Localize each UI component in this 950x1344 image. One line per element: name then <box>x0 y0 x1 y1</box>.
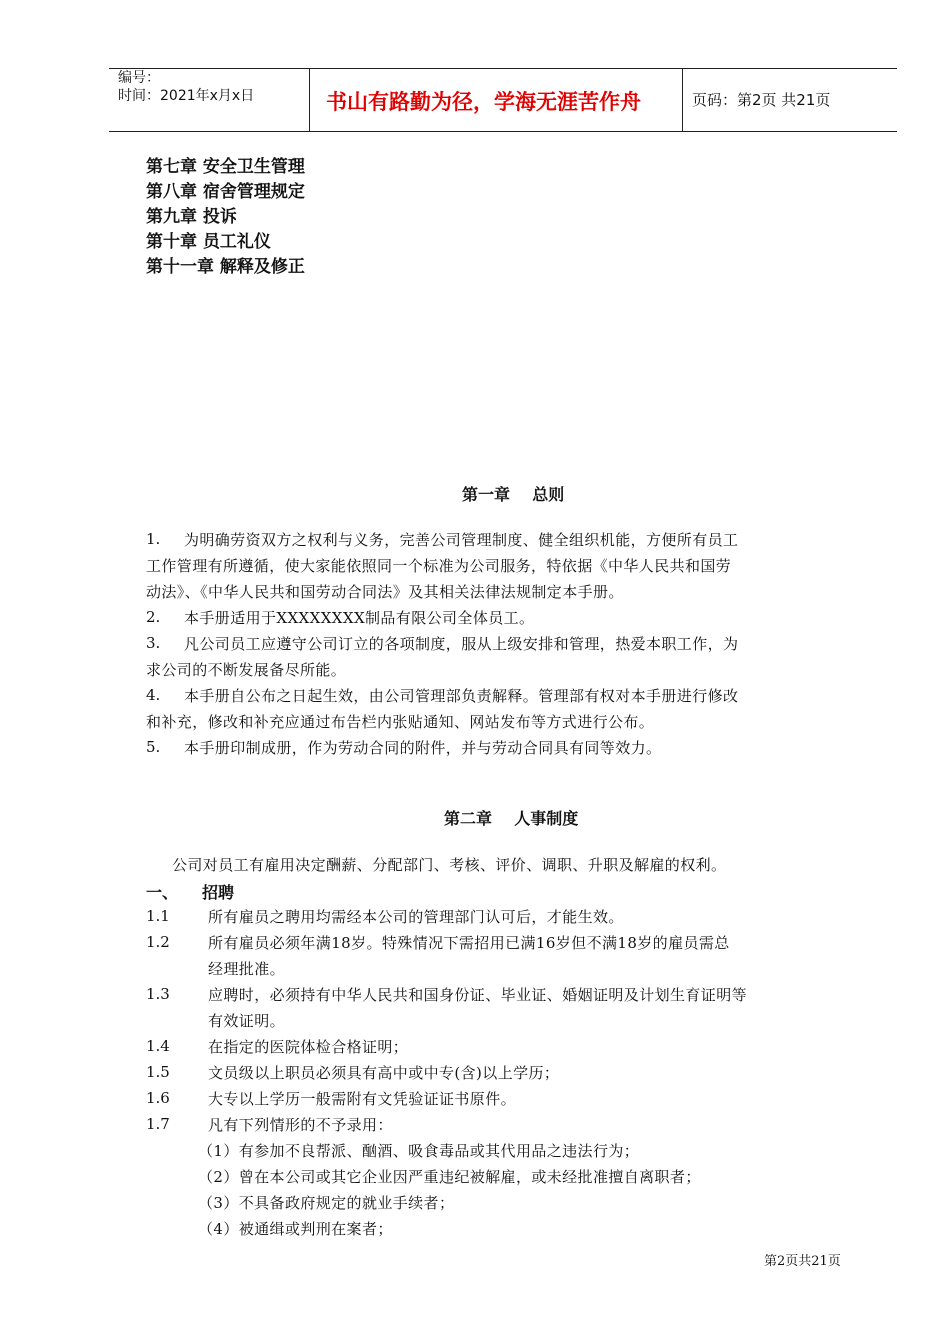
sub-item: （1）有参加不良帮派、酗酒、吸食毒品或其代用品之违法行为； <box>198 1142 640 1160</box>
toc-item[interactable]: 第九章 投诉 <box>146 207 237 227</box>
toc-item[interactable]: 第十章 员工礼仪 <box>146 232 271 252</box>
chapter-title: 第一章 总则 <box>462 485 565 504</box>
paragraph-line: 在指定的医院体检合格证明； <box>208 1038 409 1056</box>
item-number: 1.5 <box>146 1063 170 1081</box>
paragraph-line: 本手册自公布之日起生效，由公司管理部负责解释。管理部有权对本手册进行修改 <box>184 687 739 705</box>
item-number: 2. <box>146 608 161 626</box>
section-title: 招聘 <box>202 883 235 902</box>
page-footer: 第2页共21页 <box>764 1254 841 1269</box>
paragraph-line: 有效证明。 <box>208 1012 286 1030</box>
item-number: 4. <box>146 686 161 704</box>
chapter-title: 第二章 人事制度 <box>444 809 579 828</box>
sub-item: （4）被通缉或判刑在案者； <box>198 1220 393 1238</box>
item-number: 1.1 <box>146 907 170 925</box>
header-page-number: 页码：第2页 共21页 <box>692 91 831 109</box>
toc-item[interactable]: 第十一章 解释及修正 <box>146 257 305 277</box>
section-number: 一、 <box>146 883 179 902</box>
item-number: 3. <box>146 634 161 652</box>
item-number: 1.6 <box>146 1089 170 1107</box>
paragraph-line: 工作管理有所遵循，使大家能依照同一个标准为公司服务，特依据《中华人民共和国劳 <box>146 557 732 575</box>
paragraph-line: 文员级以上职员必须具有高中或中专(含)以上学历； <box>208 1064 560 1082</box>
chapter-intro: 公司对员工有雇用决定酬薪、分配部门、考核、评价、调职、升职及解雇的权利。 <box>172 856 727 874</box>
paragraph-line: 应聘时，必须持有中华人民共和国身份证、毕业证、婚姻证明及计划生育证明等 <box>208 986 748 1004</box>
item-number: 1.3 <box>146 985 170 1003</box>
paragraph-line: 凡公司员工应遵守公司订立的各项制度，服从上级安排和管理，热爱本职工作，为 <box>184 635 739 653</box>
toc-list <box>146 155 305 280</box>
paragraph-line: 为明确劳资双方之权利与义务，完善公司管理制度、健全组织机能，方便所有员工 <box>184 531 739 549</box>
paragraph-line: 所有雇员必须年满18岁。特殊情况下需招用已满16岁但不满18岁的雇员需总 <box>208 934 730 952</box>
paragraph-line: 求公司的不断发展备尽所能。 <box>146 661 347 679</box>
doc-time: 时间：2021年x月x日 <box>118 88 255 104</box>
item-number: 1.4 <box>146 1037 170 1055</box>
item-number: 1.7 <box>146 1115 170 1133</box>
item-number: 5. <box>146 738 161 756</box>
paragraph-line: 和补充，修改和补充应通过布告栏内张贴通知、网站发布等方式进行公布。 <box>146 713 655 731</box>
paragraph-line: 本手册适用于XXXXXXXX制品有限公司全体员工。 <box>184 609 535 627</box>
toc-item[interactable]: 第八章 宿舍管理规定 <box>146 182 305 202</box>
item-number: 1. <box>146 530 161 548</box>
header-motto: 书山有路勤为径，学海无涯苦作舟 <box>326 90 641 114</box>
header-divider <box>682 69 683 131</box>
paragraph-line: 所有雇员之聘用均需经本公司的管理部门认可后，才能生效。 <box>208 908 624 926</box>
paragraph-line: 本手册印制成册，作为劳动合同的附件，并与劳动合同具有同等效力。 <box>184 739 662 757</box>
item-number: 1.2 <box>146 933 170 951</box>
paragraph-line: 经理批准。 <box>208 960 286 978</box>
paragraph-line: 大专以上学历一般需附有文凭验证证书原件。 <box>208 1090 517 1108</box>
paragraph-line: 动法》、《中华人民共和国劳动合同法》及其相关法律法规制定本手册。 <box>146 583 624 601</box>
doc-number: 编号： <box>118 70 160 86</box>
paragraph-line: 凡有下列情形的不予录用： <box>208 1116 393 1134</box>
toc-item[interactable]: 第七章 安全卫生管理 <box>146 157 305 177</box>
sub-item: （3）不具备政府规定的就业手续者； <box>198 1194 455 1212</box>
header-divider <box>309 69 310 131</box>
sub-item: （2）曾在本公司或其它企业因严重违纪被解雇，或未经批准擅自离职者； <box>198 1168 701 1186</box>
